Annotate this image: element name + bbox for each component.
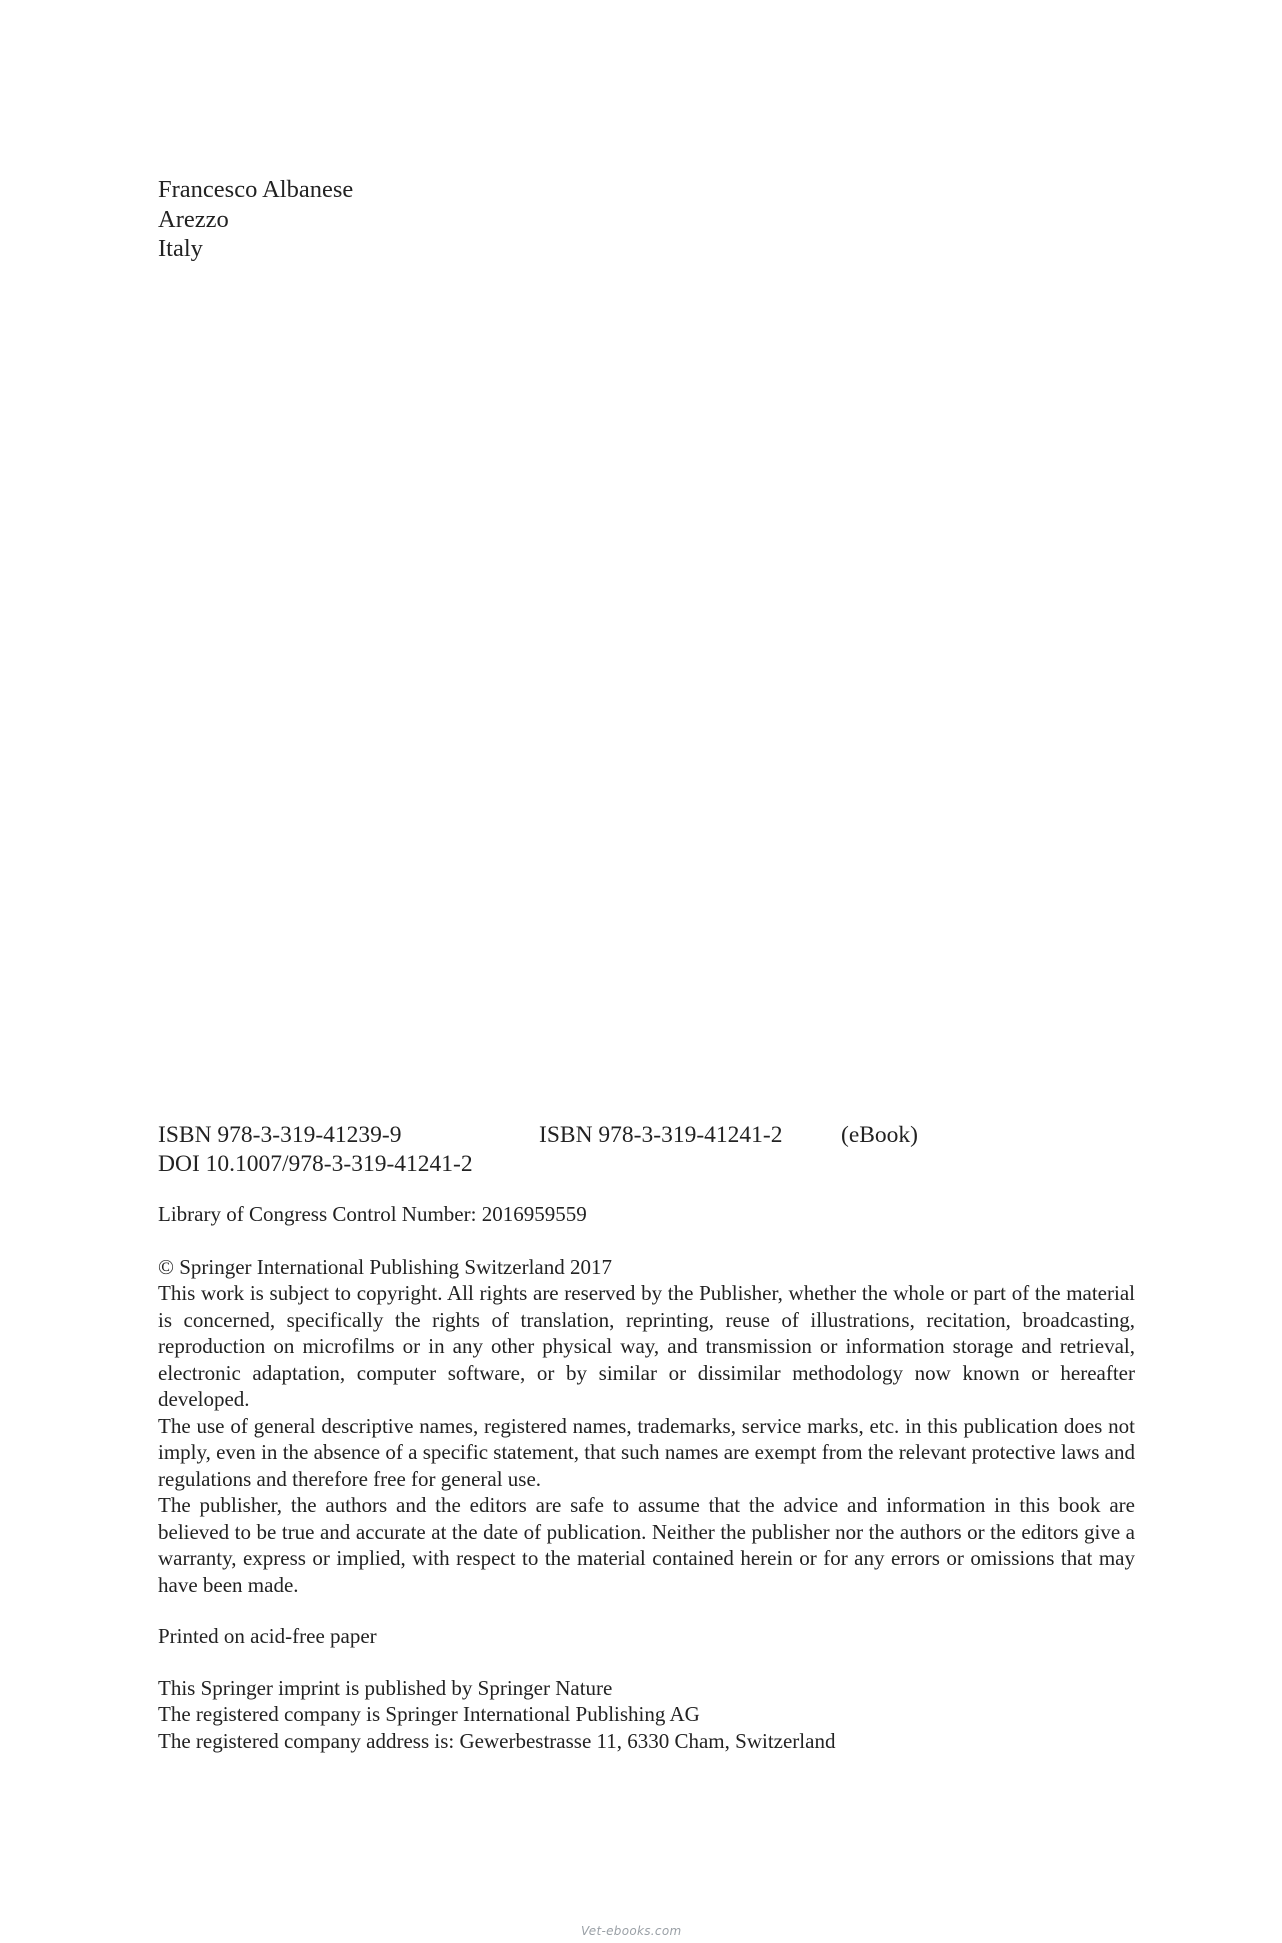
isbn-row (158, 1121, 1135, 1150)
publisher-imprint: This Springer imprint is published by Springer Nature (158, 1675, 613, 1700)
loc-control-number: Library of Congress Control Number: 2016959559 (158, 1202, 587, 1226)
author-name: Francesco Albanese (158, 176, 354, 203)
author-city: Arezzo (158, 205, 229, 233)
copyright-paragraph: The publisher, the authors and the editors are safe to assume that the advice and information in this book are believed to be true and accurate at the date of publication. Neither the publisher nor the authors or the editors give a warranty, express or implied, with respect to the material contained herein or for any errors or omissions that may have been made. (158, 1493, 1135, 1597)
watermark: Vet-ebooks.com (581, 1924, 682, 1938)
publisher-company: The registered company is Springer International Publishing AG (158, 1702, 700, 1726)
copyright-paragraph: The use of general descriptive names, registered names, trademarks, service marks, etc. in this publication does not imply, even in the absence of a specific statement, that such names are exempt from the relevant protective laws and regulations and therefore free for general use. (158, 1413, 1135, 1491)
copyright-line: © Springer International Publishing Switzerland 2017 (158, 1254, 612, 1279)
author-country: Italy (158, 235, 203, 262)
copyright-paragraph: This work is subject to copyright. All rights are reserved by the Publisher, whether the whole or part of the material is concerned, specifically the rights of translation, reprinting, reuse of illustrations, recitation, broadcasting, reproduction on microfilms or in any other physical way, and transmission or information storage and retrieval, electronic adaptation, computer software, or by similar or dissimilar methodology now known or hereafter developed. (158, 1281, 1135, 1411)
isbn-ebook-label: (eBook) (841, 1122, 919, 1148)
publisher-address: The registered company address is: Gewerbestrasse 11, 6330 Cham, Switzerland (158, 1728, 836, 1753)
isbn-print: ISBN 978-3-319-41239-9 (158, 1122, 402, 1148)
paper-note: Printed on acid-free paper (158, 1624, 377, 1648)
imprint-block (158, 1121, 1135, 1754)
author-block (158, 175, 353, 264)
isbn-ebook: ISBN 978-3-319-41241-2 (539, 1122, 783, 1148)
doi: DOI 10.1007/978-3-319-41241-2 (158, 1151, 473, 1177)
